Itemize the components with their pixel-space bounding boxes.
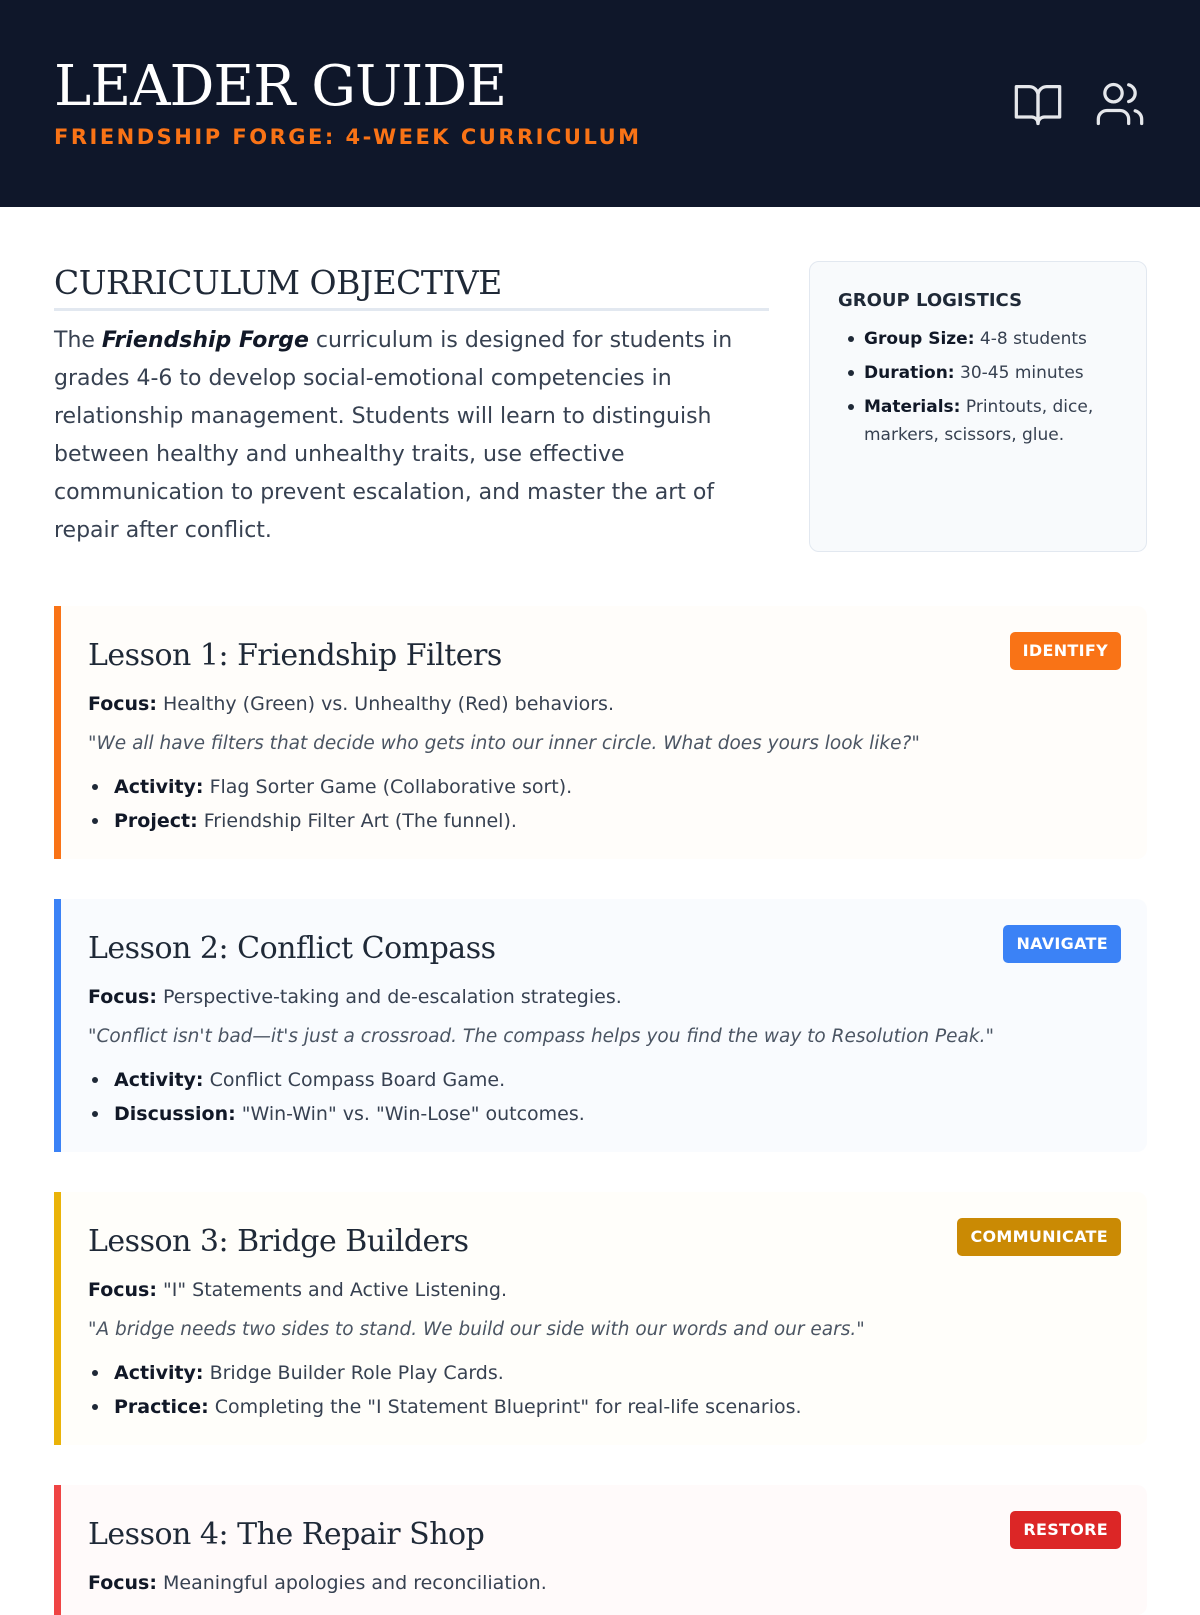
- logistics-list: [838, 325, 1118, 449]
- book-open-icon: [1012, 78, 1064, 130]
- lesson-title: Lesson 2: Conflict Compass: [88, 931, 496, 966]
- lesson-items: [88, 770, 572, 838]
- lesson-focus: Focus: Healthy (Green) vs. Unhealthy (Red) behaviors.: [88, 693, 614, 715]
- lesson-card-3: [54, 1192, 1147, 1445]
- header-banner: [0, 0, 1200, 207]
- lesson-item: Activity: Flag Sorter Game (Collaborative sort).: [88, 770, 572, 804]
- header-icons: [1012, 78, 1146, 130]
- logistics-item-group-size: Group Size: 4-8 students: [838, 325, 1118, 353]
- objective-text: The Friendship Forge curriculum is designed for students in grades 4-6 to develop social-emotional competencies in relationship management. Students will learn to distinguish between healthy and unhealthy traits, use effective communication to prevent escalation, and master the art of repair after conflict.: [54, 328, 733, 543]
- lesson-title: Lesson 3: Bridge Builders: [88, 1224, 469, 1259]
- lesson-badge: RESTORE: [1010, 1511, 1121, 1549]
- logistics-item-duration: Duration: 30-45 minutes: [838, 359, 1118, 387]
- lesson-card-4: [54, 1485, 1147, 1615]
- lesson-badge: COMMUNICATE: [957, 1218, 1121, 1256]
- page-subtitle: FRIENDSHIP FORGE: 4-WEEK CURRICULUM: [54, 125, 642, 149]
- lesson-focus: Focus: "I" Statements and Active Listening.: [88, 1279, 508, 1301]
- lesson-items: [88, 1063, 585, 1131]
- lesson-card-1: [54, 606, 1147, 859]
- lesson-item: Discussion: "Win-Win" vs. "Win-Lose" outcomes.: [88, 1097, 585, 1131]
- objective-heading: CURRICULUM OBJECTIVE: [54, 262, 769, 311]
- lesson-focus: Focus: Meaningful apologies and reconciliation.: [88, 1572, 547, 1594]
- logistics-title: GROUP LOGISTICS: [838, 290, 1023, 311]
- lesson-quote: "We all have filters that decide who gets into our inner circle. What does yours look like?": [88, 733, 920, 754]
- lesson-items: [88, 1356, 802, 1424]
- users-icon: [1094, 78, 1146, 130]
- lesson-title: Lesson 4: The Repair Shop: [88, 1517, 485, 1552]
- curriculum-name: Friendship Forge: [101, 328, 309, 353]
- page-title: LEADER GUIDE: [54, 54, 507, 119]
- lesson-badge: NAVIGATE: [1003, 925, 1121, 963]
- lesson-quote: "A bridge needs two sides to stand. We build our side with our words and our ears.": [88, 1319, 865, 1340]
- lesson-card-2: [54, 899, 1147, 1152]
- lesson-title: Lesson 1: Friendship Filters: [88, 638, 502, 673]
- lesson-item: Practice: Completing the "I Statement Blueprint" for real-life scenarios.: [88, 1390, 802, 1424]
- lesson-badge: IDENTIFY: [1010, 632, 1121, 670]
- lesson-item: Project: Friendship Filter Art (The funnel).: [88, 804, 572, 838]
- lesson-focus: Focus: Perspective-taking and de-escalation strategies.: [88, 986, 622, 1008]
- group-logistics-card: [809, 261, 1147, 552]
- lesson-item: Activity: Bridge Builder Role Play Cards.: [88, 1356, 802, 1390]
- logistics-item-materials: Materials: Printouts, dice, markers, scissors, glue.: [838, 393, 1118, 449]
- lesson-quote: "Conflict isn't bad—it's just a crossroad. The compass helps you find the way to Resolution Peak.": [88, 1026, 994, 1047]
- lesson-item: Activity: Conflict Compass Board Game.: [88, 1063, 585, 1097]
